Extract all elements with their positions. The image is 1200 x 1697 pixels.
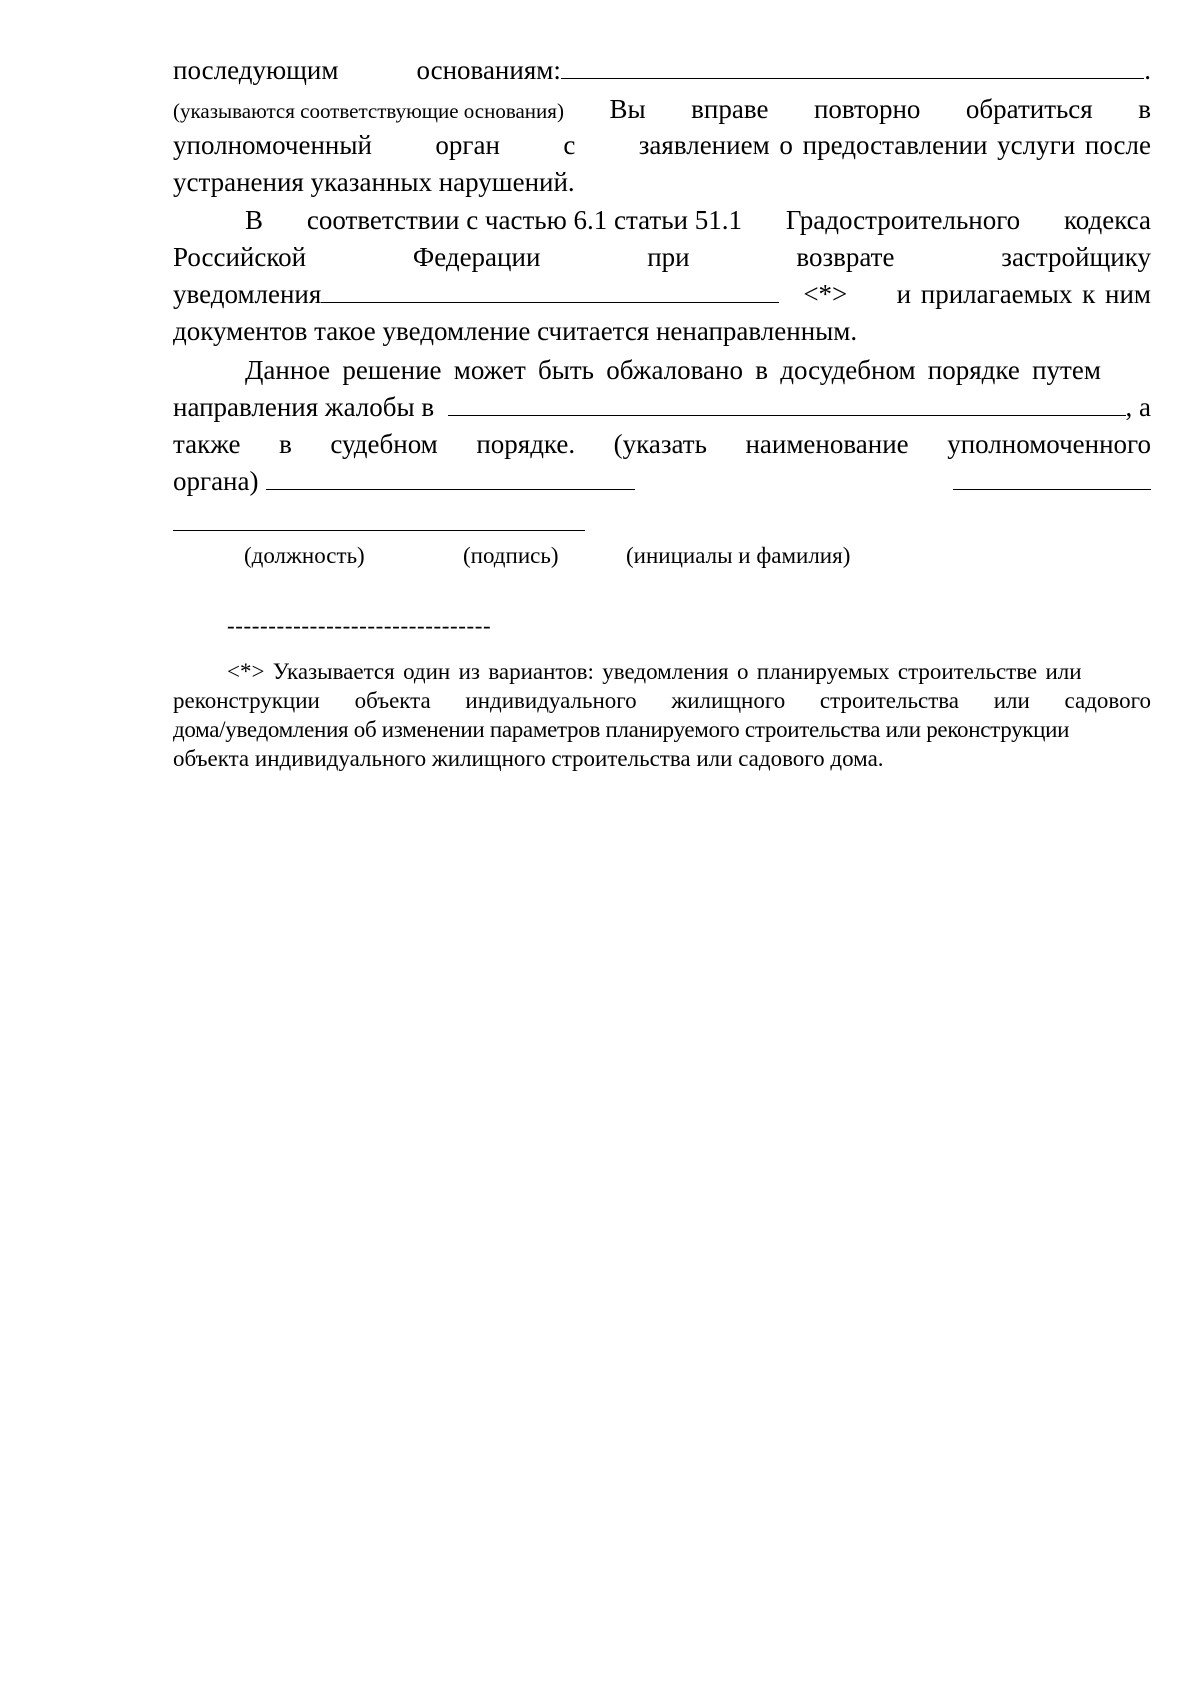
word: в	[1138, 94, 1151, 124]
text: <*> Указывается один из вариантов: уведомления о планируемых строительстве или	[227, 659, 1082, 684]
word: вправе	[691, 94, 769, 124]
word: Российской	[173, 242, 307, 272]
grounds-note: (указываются соответствующие основания)	[173, 99, 564, 123]
text: органа)	[173, 466, 259, 496]
text: последующим	[173, 55, 339, 85]
word: повторно	[813, 94, 921, 124]
paragraph-3-line-2	[173, 391, 1151, 423]
word: также	[173, 429, 241, 459]
footnote-line-4	[173, 744, 1151, 773]
word: возврате	[796, 242, 895, 272]
signature-caption: (подпись)	[463, 543, 559, 568]
word: (указать	[613, 429, 707, 459]
text: Данное решение может быть обжаловано в досудебном порядке путем	[245, 355, 1101, 385]
text: , а	[1125, 392, 1151, 422]
paragraph-1-line-4	[173, 166, 1151, 198]
text: объекта индивидуального жилищного строительства или садового дома.	[173, 746, 884, 771]
word: при	[647, 242, 690, 272]
paragraph-3-line-1	[245, 354, 1151, 386]
word: кодекса	[1064, 205, 1151, 235]
word: реконструкции	[173, 688, 320, 713]
footnote-line-1	[227, 657, 1151, 686]
word: строительства	[819, 688, 960, 713]
word: или	[993, 688, 1030, 713]
paragraph-1-line-3	[173, 129, 1151, 161]
footnote-line-3	[173, 715, 1151, 744]
text: направления жалобы в	[173, 392, 435, 422]
text: устранения указанных нарушений.	[173, 167, 575, 197]
word: застройщику	[1001, 242, 1151, 272]
fill-in-blank-grounds	[561, 56, 1144, 79]
name-line	[173, 530, 585, 531]
word: в	[279, 429, 292, 459]
paragraph-2-line-2	[173, 241, 1151, 273]
fill-in-blank-notification	[321, 280, 779, 303]
word: наименование	[745, 429, 909, 459]
text: уведомления	[173, 279, 322, 309]
word: уполномоченного	[947, 429, 1151, 459]
fill-in-blank-authority	[448, 393, 1125, 416]
word: Градостроительного	[785, 205, 1021, 235]
paragraph-3-line-3	[173, 428, 1151, 460]
word: порядке.	[476, 429, 576, 459]
word: индивидуального	[465, 688, 637, 713]
word: Вы	[609, 94, 646, 124]
word: орган	[435, 130, 500, 160]
word: садового	[1064, 688, 1151, 713]
word: объекта	[354, 688, 431, 713]
paragraph-3-line-4	[173, 465, 1151, 497]
word: обратиться	[965, 94, 1093, 124]
signature-line	[953, 467, 1151, 490]
word: жилищного	[671, 688, 786, 713]
paragraph-2-line-3	[173, 278, 1151, 310]
text: документов такое уведомление считается ненаправленным.	[173, 316, 858, 346]
word: заявлением о предоставлении услуги после	[638, 130, 1151, 160]
word: уполномоченный	[173, 130, 372, 160]
word: Федерации	[412, 242, 541, 272]
text: и прилагаемых к ним	[896, 279, 1151, 309]
paragraph-1-line-1	[173, 54, 1151, 86]
text: .	[1144, 55, 1151, 85]
paragraph-1-line-2	[173, 93, 1151, 127]
text: основаниям:	[416, 55, 561, 85]
word: судебном	[330, 429, 438, 459]
word: соответствии с частью 6.1 статьи 51.1	[306, 205, 742, 235]
position-caption: (должность)	[244, 543, 365, 568]
position-line	[266, 467, 635, 490]
paragraph-2-line-1	[245, 204, 1151, 236]
paragraph-2-line-4	[173, 315, 1151, 347]
word: с	[563, 130, 576, 160]
text: дома/уведомления об изменении параметров планируемого строительства или реконструкции	[173, 717, 1070, 742]
footnote-separator: --------------------------------	[227, 613, 492, 638]
footnote-line-2	[173, 686, 1151, 715]
word: В	[245, 205, 264, 235]
name-caption: (инициалы и фамилия)	[626, 543, 851, 568]
footnote-marker: <*>	[803, 279, 848, 309]
